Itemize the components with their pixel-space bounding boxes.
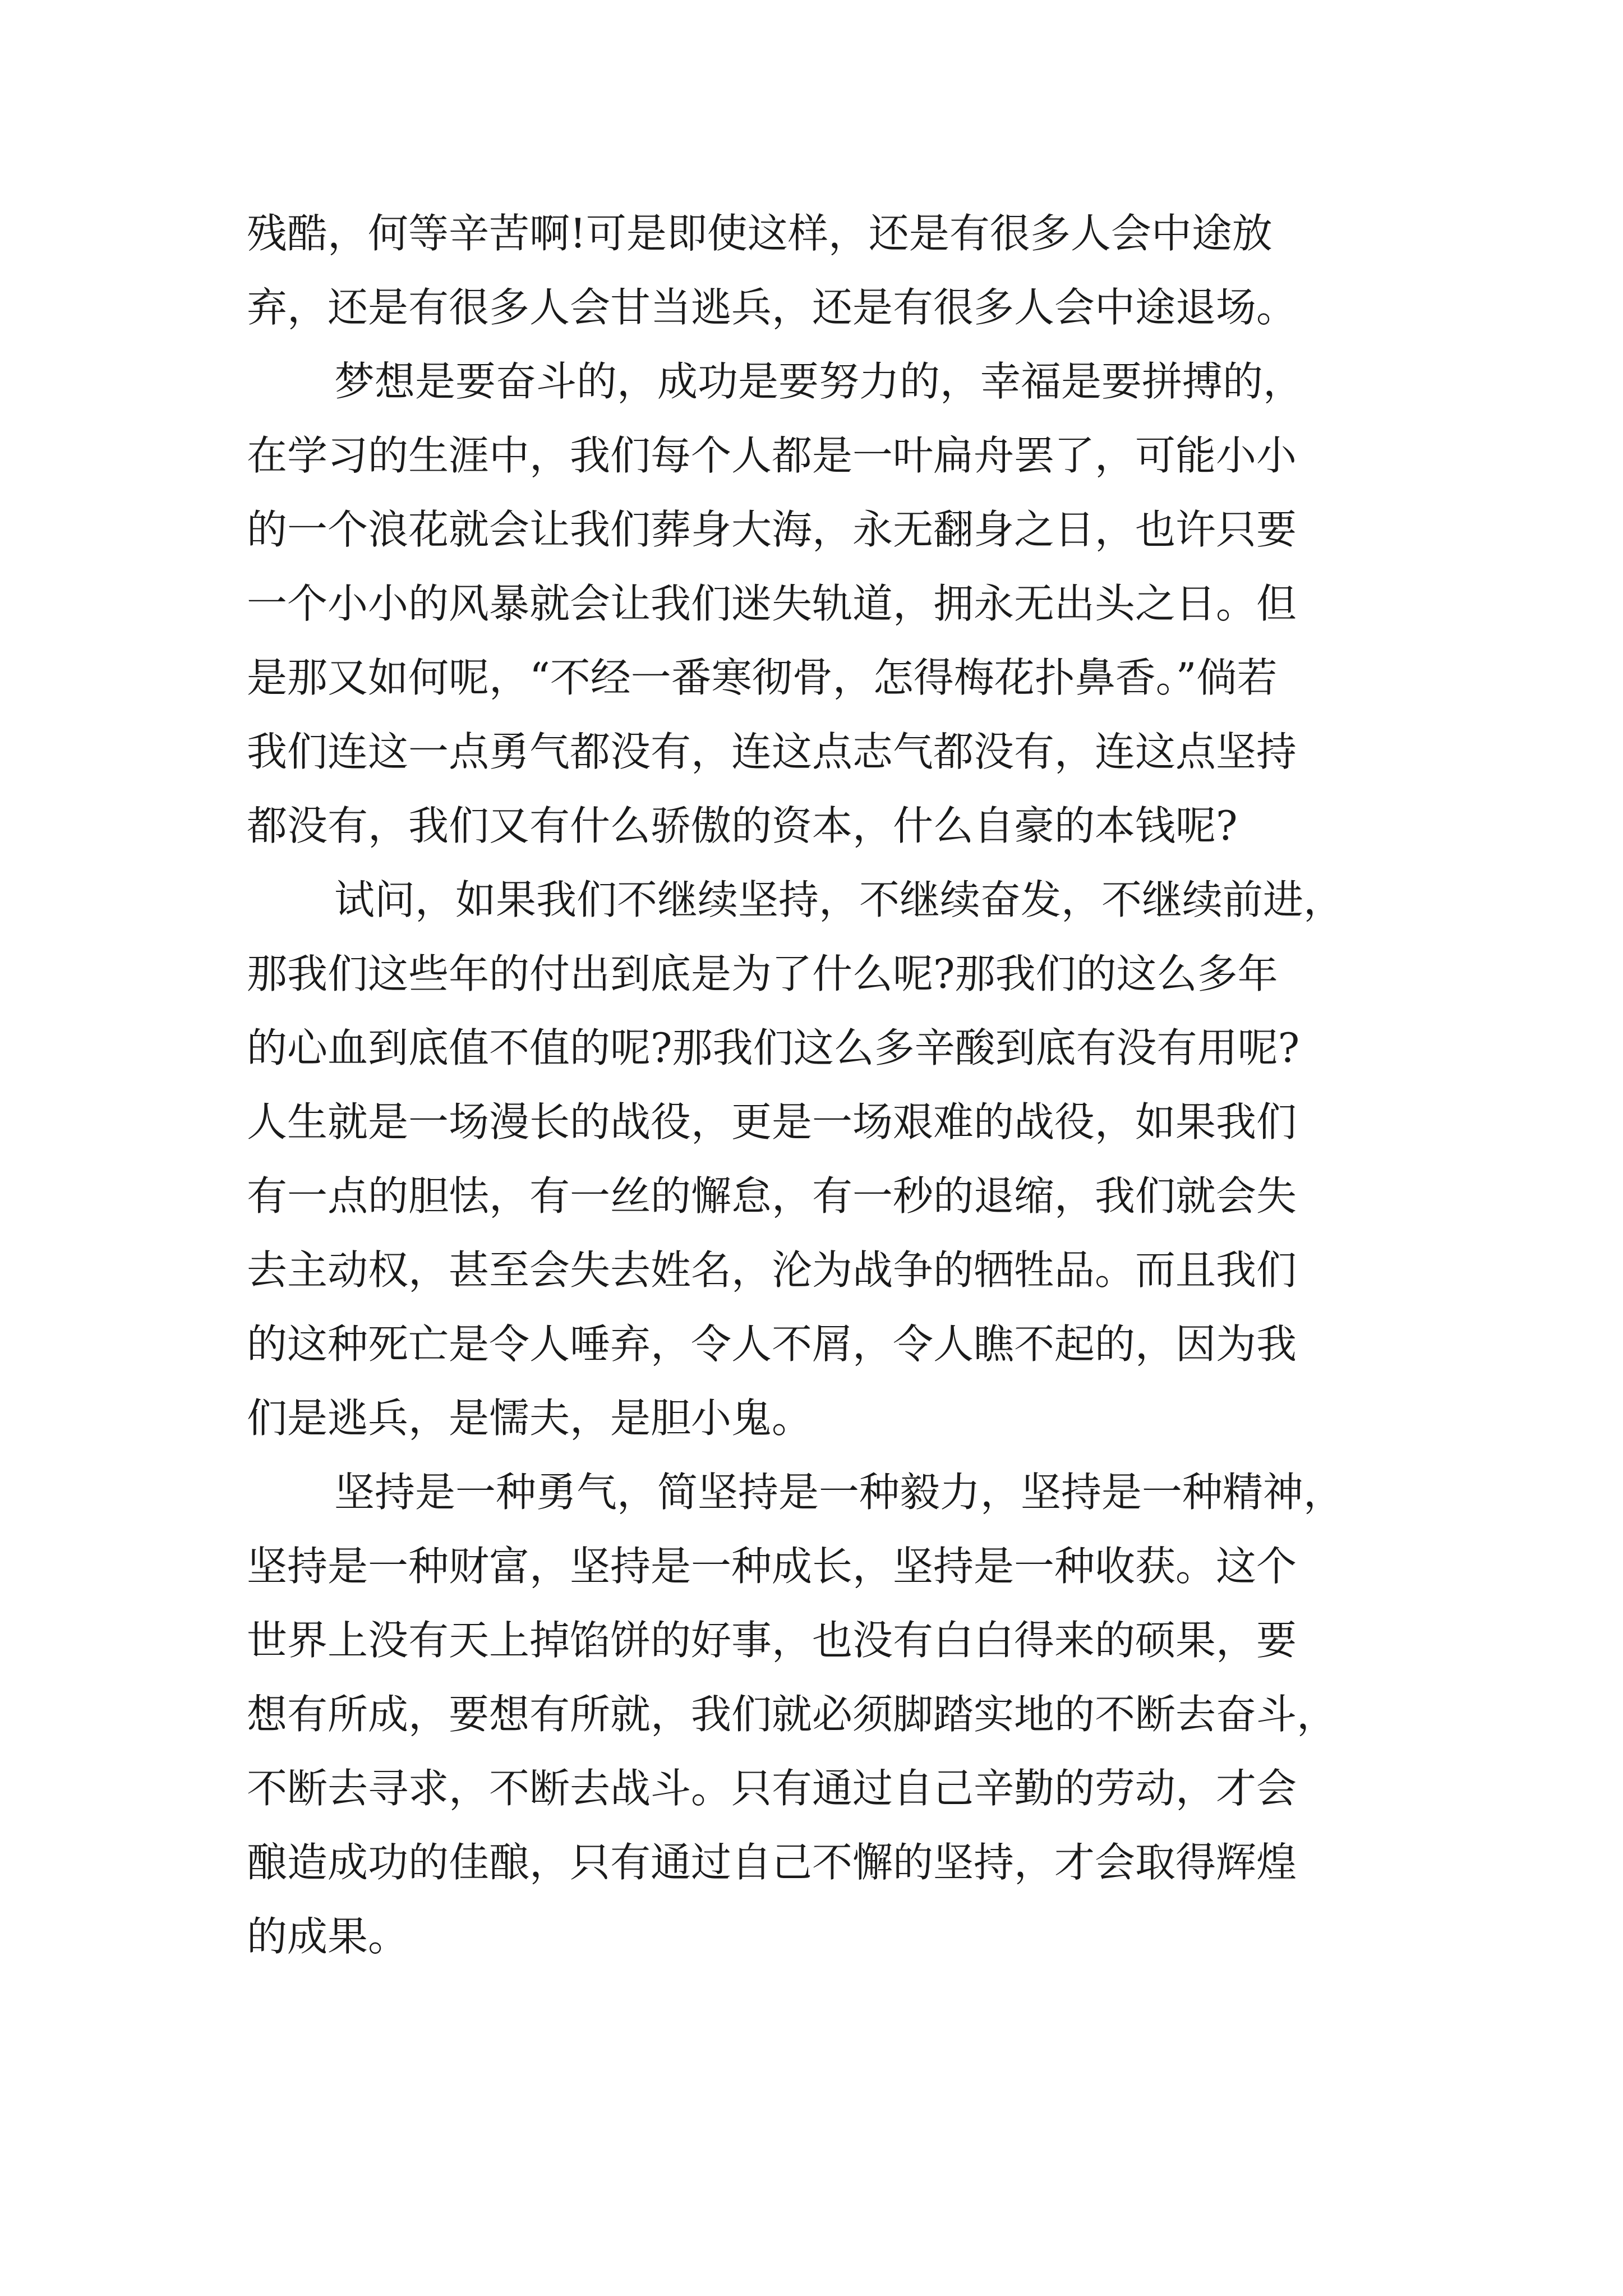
paragraph-2 <box>247 344 1385 863</box>
text-line: 的心血到底值不值的呢?那我们这么多辛酸到底有没有用呢? <box>247 1024 1300 1071</box>
text-line: 梦想是要奋斗的，成功是要努力的，幸福是要拼搏的， <box>334 358 1304 405</box>
text-line: 都没有，我们又有什么骄傲的资本，什么自豪的本钱呢? <box>247 802 1238 849</box>
paragraph-1 <box>247 196 1385 344</box>
text-line: 坚持是一种财富，坚持是一种成长，坚持是一种收获。这个 <box>247 1543 1297 1590</box>
text-line: 试问，如果我们不继续坚持，不继续奋发，不继续前进， <box>334 876 1344 923</box>
text-line: 的一个浪花就会让我们葬身大海，永无翻身之日，也许只要 <box>247 506 1297 553</box>
text-line: 坚持是一种勇气，简坚持是一种毅力，坚持是一种精神， <box>334 1469 1344 1516</box>
paragraph-3 <box>247 863 1385 1455</box>
text-line: 世界上没有天上掉馅饼的好事，也没有白白得来的硕果，要 <box>247 1617 1297 1664</box>
text-line: 不断去寻求，不断去战斗。只有通过自己辛勤的劳动，才会 <box>247 1765 1297 1812</box>
text-line: 在学习的生涯中，我们每个人都是一叶扁舟罢了，可能小小 <box>247 432 1297 479</box>
text-line: 的这种死亡是令人唾弃，令人不屑，令人瞧不起的，因为我 <box>247 1320 1297 1368</box>
text-line: 有一点的胆怯，有一丝的懈怠，有一秒的退缩，我们就会失 <box>247 1172 1297 1220</box>
text-line: 想有所成，要想有所就，我们就必须脚踏实地的不断去奋斗， <box>247 1691 1338 1738</box>
text-line: 我们连这一点勇气都没有，连这点志气都没有，连这点坚持 <box>247 728 1297 775</box>
text-line: 酿造成功的佳酿，只有通过自己不懈的坚持，才会取得辉煌 <box>247 1839 1297 1886</box>
text-line: 的成果。 <box>247 1913 409 1960</box>
text-line: 们是逃兵，是懦夫，是胆小鬼。 <box>247 1395 813 1442</box>
text-line: 弃，还是有很多人会甘当逃兵，还是有很多人会中途退场。 <box>247 284 1297 331</box>
text-line: 去主动权，甚至会失去姓名，沦为战争的牺牲品。而且我们 <box>247 1246 1297 1294</box>
text-line: 人生就是一场漫长的战役，更是一场艰难的战役，如果我们 <box>247 1098 1297 1145</box>
paragraph-4 <box>247 1455 1385 1973</box>
text-line: 残酷，何等辛苦啊!可是即使这样，还是有很多人会中途放 <box>247 210 1272 257</box>
text-line: 一个小小的风暴就会让我们迷失轨道，拥永无出头之日。但 <box>247 580 1297 627</box>
text-line: 是那又如何呢，“不经一番寒彻骨，怎得梅花扑鼻香。”倘若 <box>247 654 1278 701</box>
text-line: 那我们这些年的付出到底是为了什么呢?那我们的这么多年 <box>247 950 1278 997</box>
document-page <box>247 196 1385 1973</box>
